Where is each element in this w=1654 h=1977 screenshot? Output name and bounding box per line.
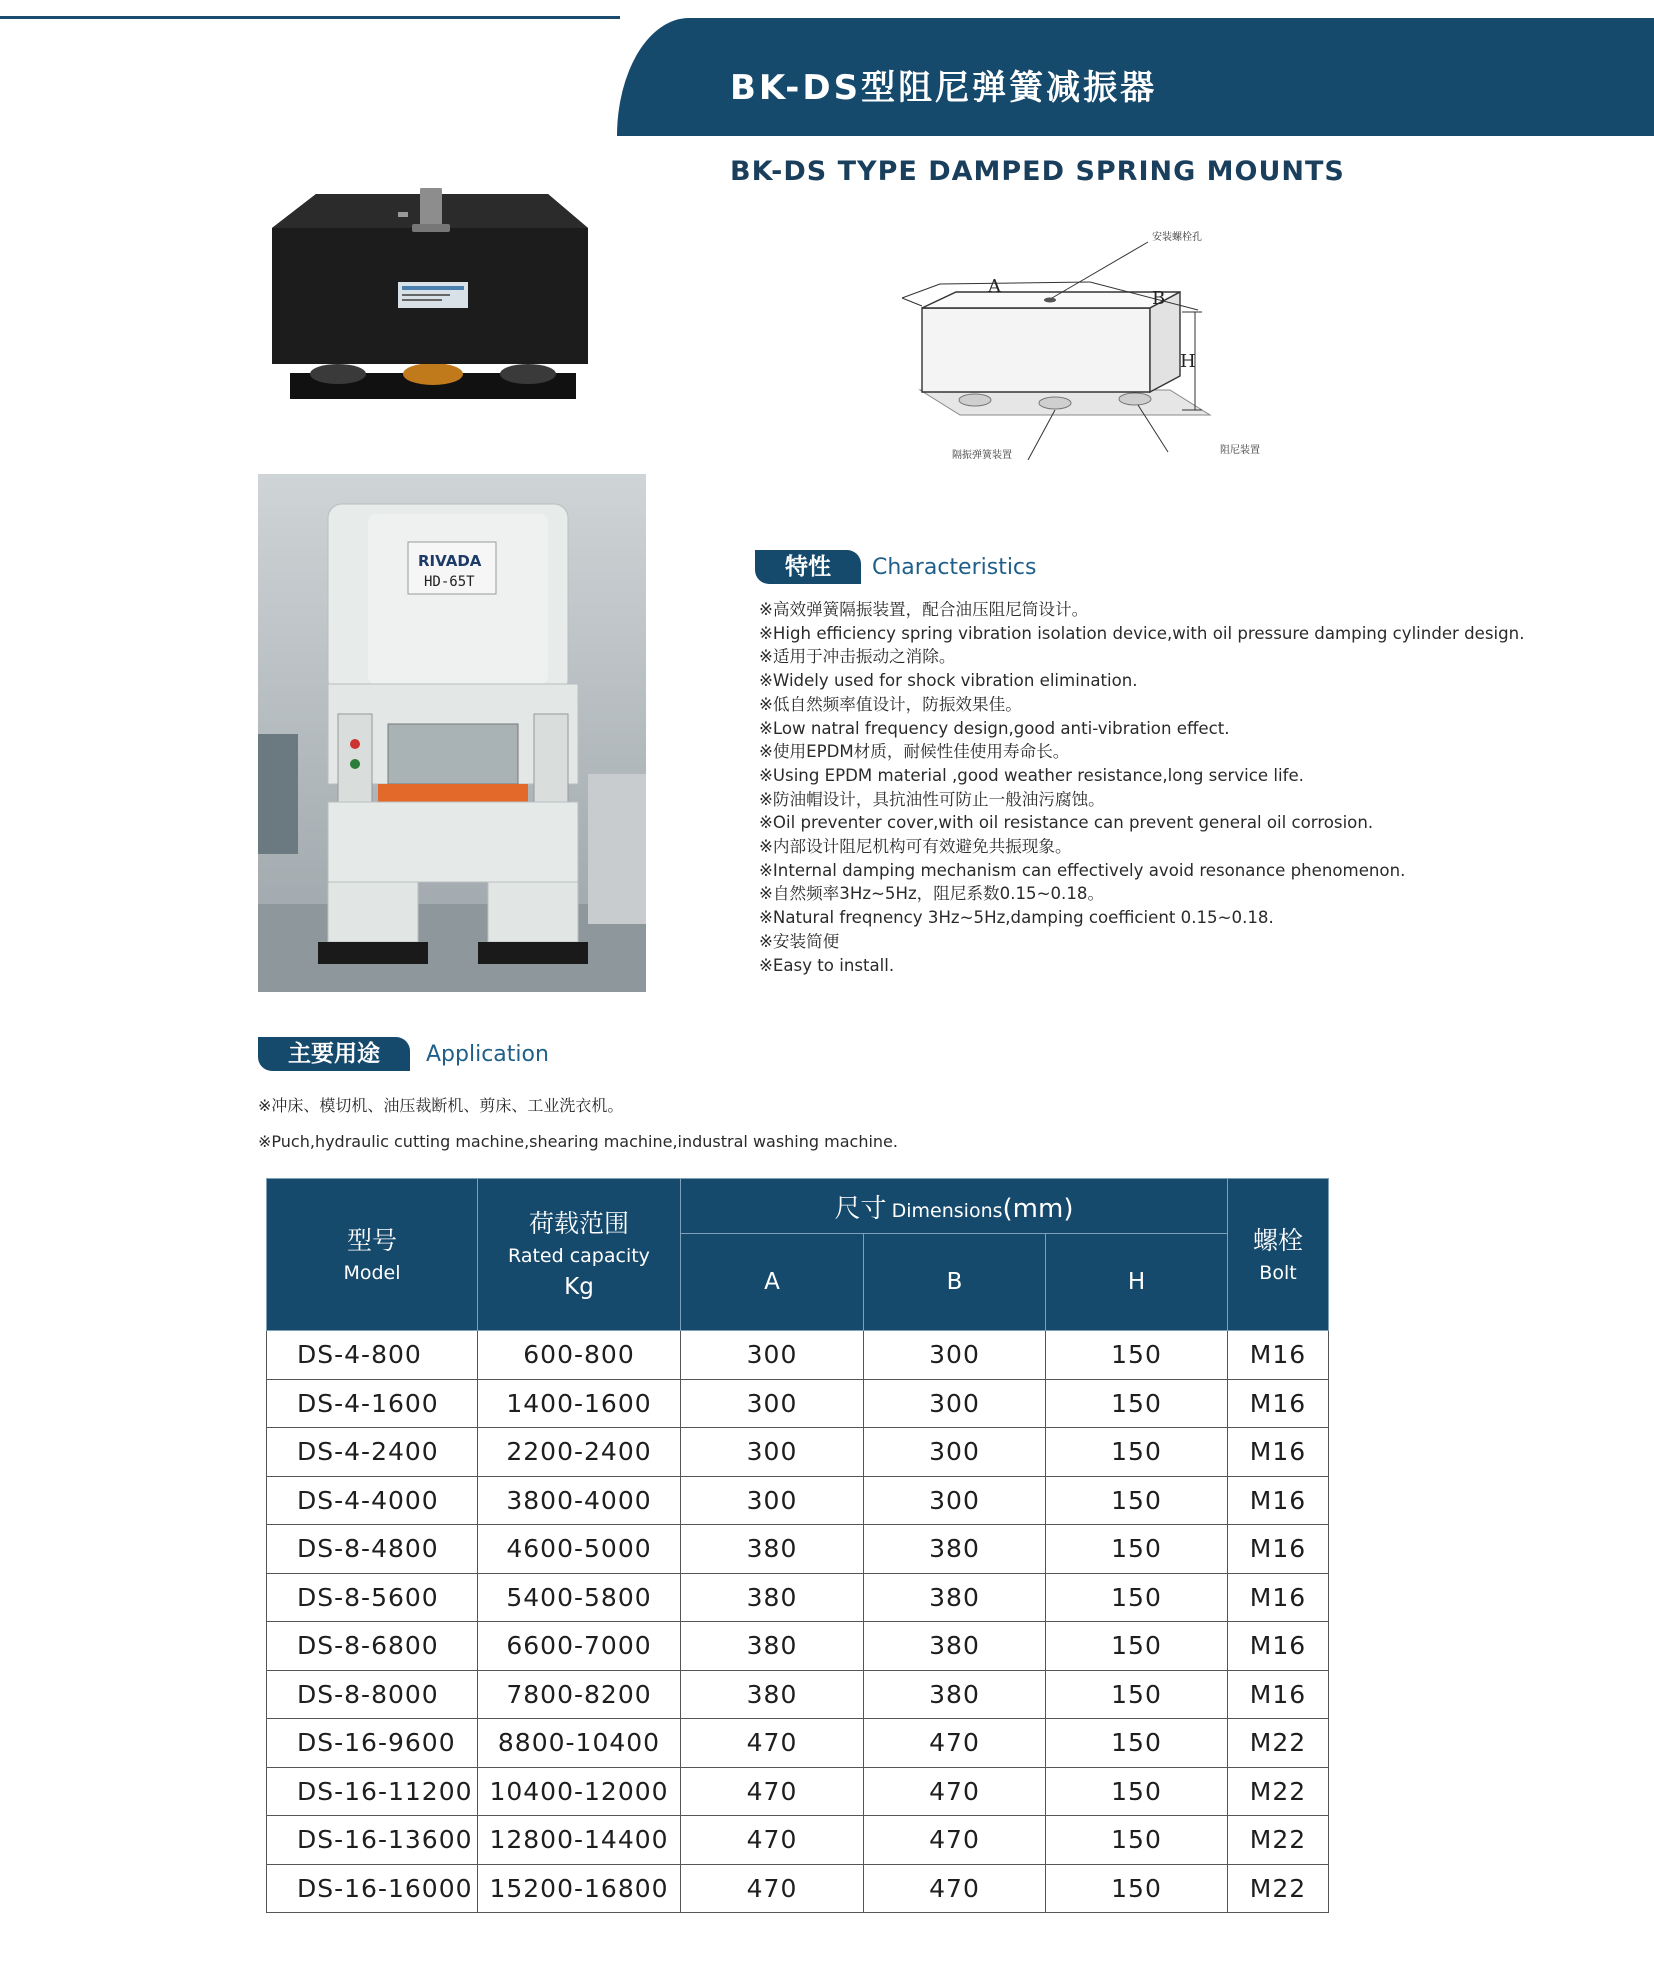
header-a: A bbox=[681, 1234, 864, 1331]
press-base bbox=[328, 802, 578, 882]
table-row bbox=[267, 1864, 1329, 1913]
press-bed bbox=[378, 784, 528, 802]
dim-b-cell: 380 bbox=[864, 1670, 1046, 1719]
dim-a-cell: 470 bbox=[681, 1864, 864, 1913]
model-cell: DS-16-11200 bbox=[267, 1767, 478, 1816]
dim-a-cell: 300 bbox=[681, 1476, 864, 1525]
spring-right bbox=[500, 364, 556, 384]
dim-b-cell: 380 bbox=[864, 1525, 1046, 1574]
header-model: 型号 Model bbox=[267, 1179, 478, 1331]
char-line: ※Low natral frequency design,good anti-vibration effect. bbox=[759, 718, 1230, 738]
bolt-cell: M22 bbox=[1228, 1816, 1329, 1865]
model-cell: DS-8-8000 bbox=[267, 1670, 478, 1719]
capacity-cell: 2200-2400 bbox=[478, 1428, 681, 1477]
bolt bbox=[420, 188, 442, 230]
bolt-cell: M16 bbox=[1228, 1428, 1329, 1477]
model-cell: DS-8-5600 bbox=[267, 1573, 478, 1622]
capacity-cell: 8800-10400 bbox=[478, 1719, 681, 1768]
model-cell: DS-8-6800 bbox=[267, 1622, 478, 1671]
table-row bbox=[267, 1816, 1329, 1865]
char-line: ※高效弹簧隔振装置，配合油压阻尼筒设计。 bbox=[759, 600, 1089, 619]
char-line: ※内部设计阻尼机构可有效避免共振现象。 bbox=[759, 837, 1072, 857]
dim-h-cell: 150 bbox=[1046, 1525, 1228, 1574]
characteristics-badge: 特性 bbox=[755, 550, 861, 584]
english-title: BK-DS TYPE DAMPED SPRING MOUNTS bbox=[730, 156, 1345, 187]
capacity-cell: 1400-1600 bbox=[478, 1379, 681, 1428]
dim-label-a: A bbox=[988, 276, 1001, 297]
dim-b-cell: 470 bbox=[864, 1719, 1046, 1768]
table-row bbox=[267, 1428, 1329, 1477]
bolt-cell: M16 bbox=[1228, 1331, 1329, 1380]
capacity-cell: 5400-5800 bbox=[478, 1573, 681, 1622]
dim-a-cell: 380 bbox=[681, 1573, 864, 1622]
bolt-cell: M16 bbox=[1228, 1622, 1329, 1671]
bolt-cell: M16 bbox=[1228, 1573, 1329, 1622]
table-row bbox=[267, 1331, 1329, 1380]
bolt-cell: M22 bbox=[1228, 1864, 1329, 1913]
table-row bbox=[267, 1622, 1329, 1671]
header-h: H bbox=[1046, 1234, 1228, 1331]
dim-b-cell: 300 bbox=[864, 1331, 1046, 1380]
capacity-cell: 4600-5000 bbox=[478, 1525, 681, 1574]
char-line: ※使用EPDM材质，耐候性佳使用寿命长。 bbox=[759, 742, 1070, 762]
press-window bbox=[388, 724, 518, 784]
characteristics-list bbox=[759, 598, 1619, 977]
application-badge: 主要用途 bbox=[258, 1037, 410, 1071]
dim-h-cell: 150 bbox=[1046, 1816, 1228, 1865]
capacity-cell: 7800-8200 bbox=[478, 1670, 681, 1719]
capacity-cell: 10400-12000 bbox=[478, 1767, 681, 1816]
header-capacity: 荷载范围 Rated capacity Kg bbox=[478, 1179, 681, 1331]
bolt-cell: M16 bbox=[1228, 1525, 1329, 1574]
char-line: ※Using EPDM material ,good weather resistance,long service life. bbox=[759, 765, 1304, 785]
capacity-cell: 600-800 bbox=[478, 1331, 681, 1380]
header-rule bbox=[0, 16, 620, 19]
application-line-zh: ※冲床、模切机、油压裁断机、剪床、工业洗衣机。 bbox=[258, 1096, 624, 1115]
header-b: B bbox=[864, 1234, 1046, 1331]
application-title: Application bbox=[426, 1042, 549, 1067]
model-cell: DS-16-9600 bbox=[267, 1719, 478, 1768]
header-bolt: 螺栓 Bolt bbox=[1228, 1179, 1329, 1331]
nut bbox=[412, 224, 450, 232]
dim-a-cell: 470 bbox=[681, 1816, 864, 1865]
banner-title: BK-DS型阻尼弹簧减振器 bbox=[730, 68, 1158, 108]
machine-photo bbox=[258, 474, 646, 992]
damper-left bbox=[318, 942, 428, 964]
dim-b-cell: 300 bbox=[864, 1428, 1046, 1477]
dim-label-h: H bbox=[1180, 351, 1196, 372]
bolt-hole bbox=[1044, 298, 1056, 303]
table-row bbox=[267, 1525, 1329, 1574]
product-photo bbox=[268, 188, 598, 418]
table-row bbox=[267, 1379, 1329, 1428]
char-line: ※High efficiency spring vibration isolation device,with oil pressure damping cylinder design. bbox=[759, 623, 1525, 643]
model-text: HD-65T bbox=[424, 574, 475, 590]
char-line: ※安装简便 bbox=[759, 931, 840, 951]
model-cell: DS-4-800 bbox=[267, 1331, 478, 1380]
spec-table-body bbox=[267, 1331, 1329, 1913]
dim-a-cell: 380 bbox=[681, 1670, 864, 1719]
dim-b-cell: 380 bbox=[864, 1573, 1046, 1622]
brand-text: RIVADA bbox=[418, 552, 482, 570]
dim-a-cell: 470 bbox=[681, 1767, 864, 1816]
char-line: ※适用于冲击振动之消除。 bbox=[759, 647, 956, 667]
table-row bbox=[267, 1767, 1329, 1816]
char-line: ※自然频率3Hz~5Hz，阻尼系数0.15~0.18。 bbox=[759, 884, 1105, 904]
spring-left bbox=[310, 364, 366, 384]
dim-a-cell: 380 bbox=[681, 1622, 864, 1671]
damper-right bbox=[478, 942, 588, 964]
char-line: ※Widely used for shock vibration elimination. bbox=[759, 671, 1138, 691]
dim-h-cell: 150 bbox=[1046, 1767, 1228, 1816]
dim-b-cell: 470 bbox=[864, 1816, 1046, 1865]
capacity-cell: 15200-16800 bbox=[478, 1864, 681, 1913]
capacity-cell: 6600-7000 bbox=[478, 1622, 681, 1671]
label-damper: 阻尼装置 bbox=[1220, 445, 1260, 456]
dimension-diagram bbox=[880, 220, 1300, 470]
label-spring: 隔振弹簧装置 bbox=[952, 450, 1012, 461]
capacity-cell: 12800-14400 bbox=[478, 1816, 681, 1865]
bolt-cell: M16 bbox=[1228, 1670, 1329, 1719]
dim-h-cell: 150 bbox=[1046, 1428, 1228, 1477]
bolt-cell: M16 bbox=[1228, 1476, 1329, 1525]
application-line-en: ※Puch,hydraulic cutting machine,shearing machine,industral washing machine. bbox=[258, 1132, 898, 1151]
char-line: ※Easy to install. bbox=[759, 955, 895, 975]
dim-h-cell: 150 bbox=[1046, 1476, 1228, 1525]
header-dimensions: 尺寸 Dimensions(mm) bbox=[681, 1179, 1228, 1234]
dim-b-cell: 470 bbox=[864, 1767, 1046, 1816]
dim-h-cell: 150 bbox=[1046, 1622, 1228, 1671]
model-cell: DS-16-13600 bbox=[267, 1816, 478, 1865]
characteristics-title: Characteristics bbox=[872, 555, 1037, 580]
model-cell: DS-8-4800 bbox=[267, 1525, 478, 1574]
dim-h-cell: 150 bbox=[1046, 1670, 1228, 1719]
dim-a-cell: 300 bbox=[681, 1379, 864, 1428]
dim-b-cell: 300 bbox=[864, 1379, 1046, 1428]
bolt-cell: M16 bbox=[1228, 1379, 1329, 1428]
bolt-cell: M22 bbox=[1228, 1719, 1329, 1768]
model-cell: DS-16-16000 bbox=[267, 1864, 478, 1913]
char-line: ※Oil preventer cover,with oil resistance can prevent general oil corrosion. bbox=[759, 813, 1374, 833]
model-cell: DS-4-4000 bbox=[267, 1476, 478, 1525]
dim-h-cell: 150 bbox=[1046, 1331, 1228, 1380]
dim-h-cell: 150 bbox=[1046, 1719, 1228, 1768]
capacity-cell: 3800-4000 bbox=[478, 1476, 681, 1525]
dim-b-cell: 300 bbox=[864, 1476, 1046, 1525]
table-row bbox=[267, 1573, 1329, 1622]
table-row bbox=[267, 1476, 1329, 1525]
dim-a-cell: 300 bbox=[681, 1428, 864, 1477]
model-cell: DS-4-1600 bbox=[267, 1379, 478, 1428]
dim-h-cell: 150 bbox=[1046, 1864, 1228, 1913]
dim-a-cell: 470 bbox=[681, 1719, 864, 1768]
model-cell: DS-4-2400 bbox=[267, 1428, 478, 1477]
diagram-box-front bbox=[922, 308, 1150, 392]
label-bolt-hole: 安装螺栓孔 bbox=[1152, 232, 1202, 243]
char-line: ※Natural freqnency 3Hz~5Hz,damping coefficient 0.15~0.18. bbox=[759, 908, 1274, 928]
table-row bbox=[267, 1719, 1329, 1768]
char-line: ※Internal damping mechanism can effectively avoid resonance phenomenon. bbox=[759, 860, 1406, 880]
dim-h-cell: 150 bbox=[1046, 1573, 1228, 1622]
char-line: ※低自然频率值设计，防振效果佳。 bbox=[759, 694, 1022, 714]
dim-a-cell: 300 bbox=[681, 1331, 864, 1380]
table-row bbox=[267, 1670, 1329, 1719]
char-line: ※防油帽设计，具抗油性可防止一般油污腐蚀。 bbox=[759, 789, 1105, 809]
spec-table bbox=[266, 1178, 1329, 1913]
dim-b-cell: 470 bbox=[864, 1864, 1046, 1913]
bolt-cell: M22 bbox=[1228, 1767, 1329, 1816]
damper-center bbox=[403, 363, 463, 385]
dim-a-cell: 380 bbox=[681, 1525, 864, 1574]
dim-b-cell: 380 bbox=[864, 1622, 1046, 1671]
dim-label-b: B bbox=[1152, 288, 1166, 309]
dim-h-cell: 150 bbox=[1046, 1379, 1228, 1428]
